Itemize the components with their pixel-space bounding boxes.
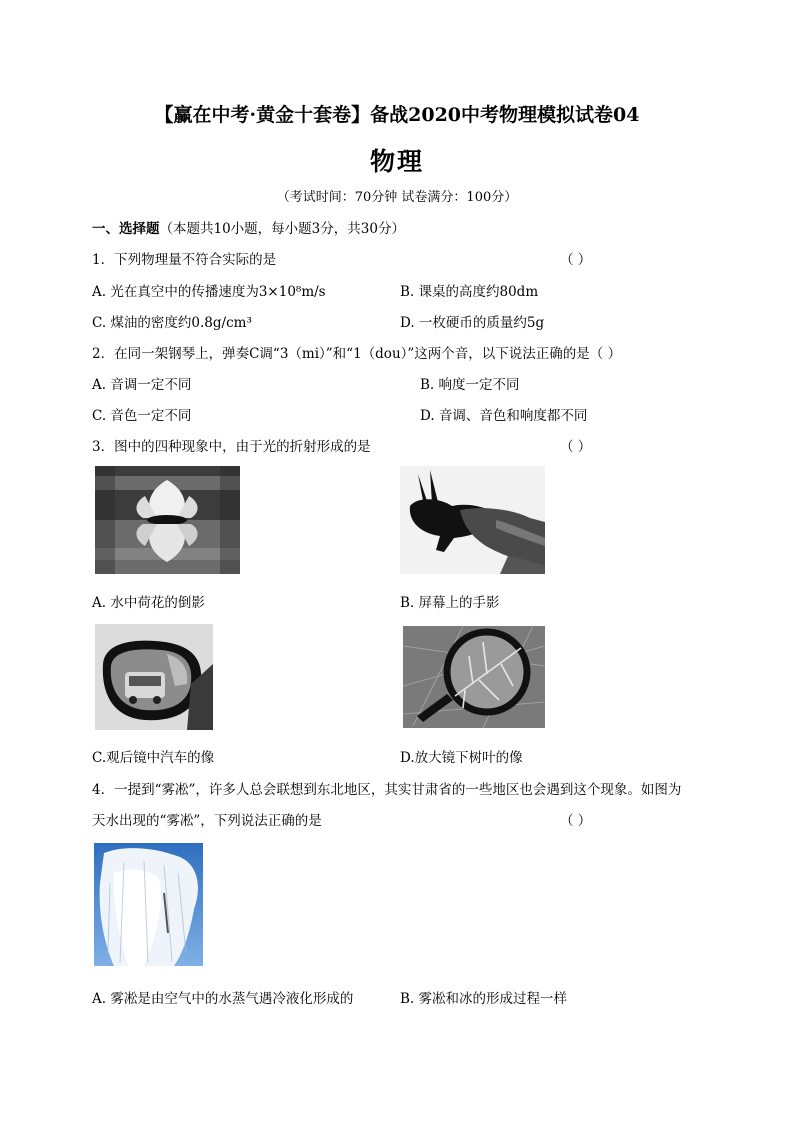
lotus-reflection-image (95, 466, 240, 574)
question-3-option-d: D.放大镜下树叶的像 (400, 750, 523, 766)
question-4-option-a: A. 雾凇是由空气中的水蒸气遇冷液化形成的 (92, 991, 354, 1007)
question-3-option-c: C.观后镜中汽车的像 (92, 750, 215, 766)
section-title: 一、选择题 (92, 221, 160, 237)
question-1-option-a: A. 光在真空中的传播速度为3×10⁸m/s (92, 284, 326, 300)
question-3-answer-paren: （ ） (560, 439, 592, 455)
question-4-option-b: B. 雾凇和冰的形成过程一样 (400, 991, 568, 1007)
question-1-answer-paren: （ ） (560, 252, 592, 268)
question-3-stem: 3．图中的四种现象中，由于光的折射形成的是 (92, 439, 371, 455)
question-4-stem-line-1: 4．一提到“雾凇”，许多人总会联想到东北地区，其实甘肃省的一些地区也会遇到这个现象。如图为 (92, 782, 682, 798)
rime-tree-image (94, 843, 203, 966)
question-3-option-b: B. 屏幕上的手影 (400, 595, 500, 611)
question-4-answer-paren: （ ） (560, 813, 592, 829)
question-3-option-a: A. 水中荷花的倒影 (92, 595, 205, 611)
section-heading (92, 217, 405, 237)
question-2-option-a: A. 音调一定不同 (92, 377, 192, 393)
magnifier-leaf-image (403, 626, 545, 728)
rearview-mirror-image (95, 624, 213, 730)
question-2-stem: 2．在同一架钢琴上，弹奏C调“3（mi）”和“1（dou）”这两个音，以下说法正确的是（ ） (92, 346, 622, 362)
section-note: （本题共10小题，每小题3分，共30分） (159, 221, 405, 237)
question-2-option-b: B. 响度一定不同 (420, 377, 520, 393)
question-2-option-d: D. 音调、音色和响度都不同 (420, 408, 588, 424)
exam-title: 【赢在中考·黄金十套卷】备战2020中考物理模拟试卷04 (154, 104, 640, 126)
question-1-option-d: D. 一枚硬币的质量约5g (400, 315, 545, 331)
exam-info: （考试时间：70分钟 试卷满分：100分） (276, 190, 518, 205)
question-1-option-b: B. 课桌的高度约80dm (400, 284, 539, 300)
subject-title: 物理 (369, 147, 424, 176)
question-4-stem-line-2: 天水出现的“雾凇”，下列说法正确的是 (92, 813, 322, 829)
question-1-stem: 1．下列物理量不符合实际的是 (92, 252, 277, 268)
question-1-option-c: C. 煤油的密度约0.8g/cm³ (92, 315, 252, 331)
question-2-option-c: C. 音色一定不同 (92, 408, 192, 424)
hand-shadow-image (400, 466, 545, 574)
